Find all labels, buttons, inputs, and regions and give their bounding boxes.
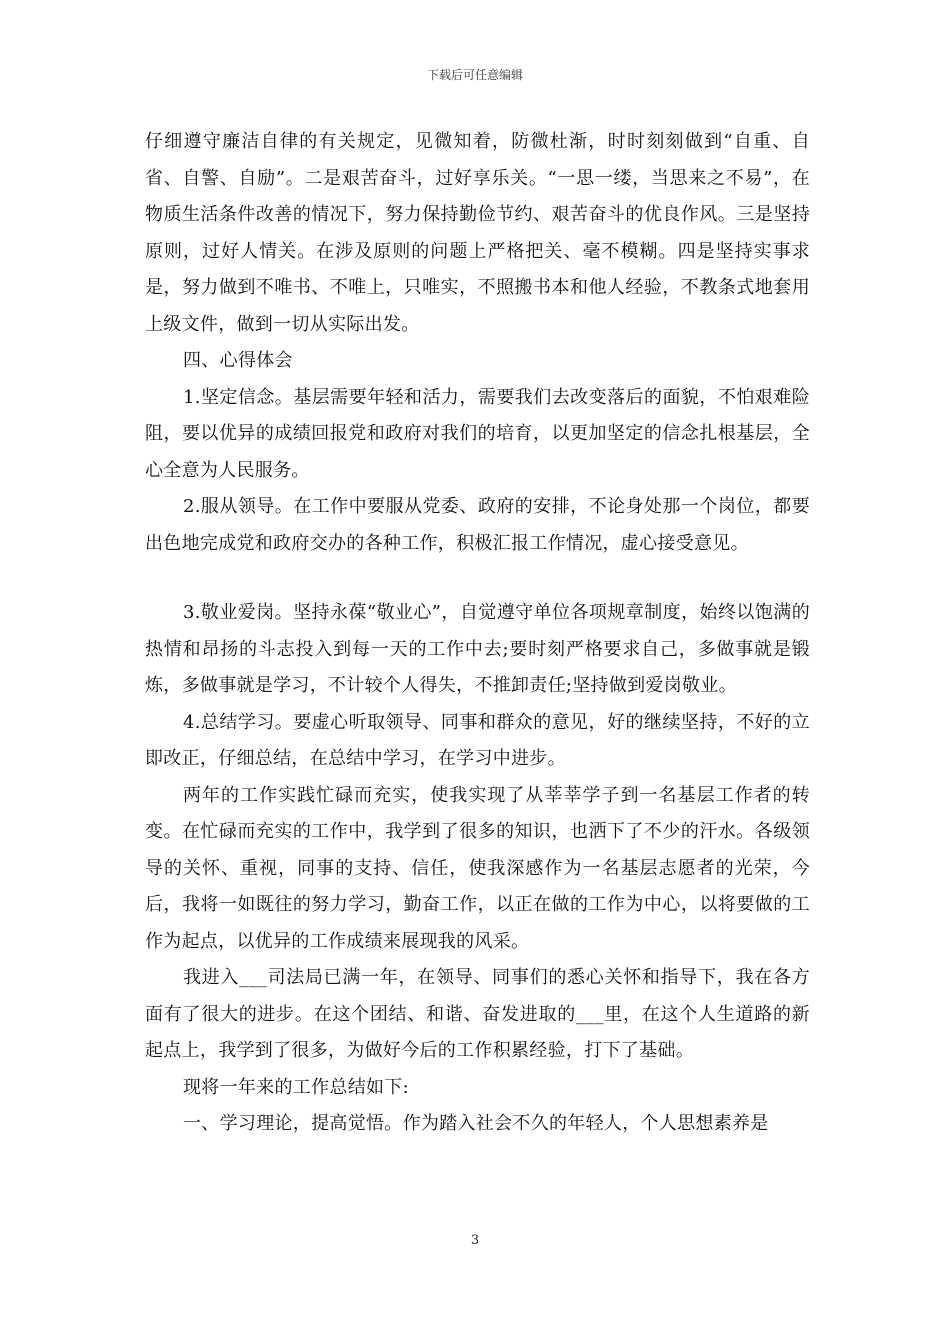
paragraph-firm-belief: 1.坚定信念。基层需要年轻和活力，需要我们去改变落后的面貌，不怕艰难险阻，要以优异的成绩回报党和政府对我们的培育，以更加坚定的信念扎根基层，全心全意为人民服务。 <box>145 386 810 481</box>
blank-line <box>145 562 810 595</box>
page-header-note: 下载后可任意编辑 <box>426 68 523 82</box>
paragraph-integrity-principles: 仔细遵守廉洁自律的有关规定，见微知着，防微杜渐，时时刻刻做到“自重、自省、自警、自励”。二是艰苦奋斗，过好享乐关。“一思一缕，当思来之不易”，在物质生活条件改善的情况下，努力保持勤俭节约、艰苦奋斗的优良作风。三是坚持原则，过好人情关。在涉及原则的问题上严格把关、毫不模糊。四是坚持实事求是，努力做到不唯书、不唯上，只唯实，不照搬书本和他人经验，不教条式地套用上级文件，做到一切从实际出发。 <box>145 131 810 335</box>
paragraph-obey-leadership: 2.服从领导。在工作中要服从党委、政府的安排，不论身处那一个岗位，都要出色地完成党和政府交办的各种工作，积极汇报工作情况，虚心接受意见。 <box>145 496 810 554</box>
paragraph-summary-learning: 4.总结学习。要虚心听取领导、同事和群众的意见，好的继续坚持，不好的立即改正，仔细总结，在总结中学习，在学习中进步。 <box>145 711 810 769</box>
paragraph-joined-bureau: 我进入___司法局已满一年，在领导、同事们的悉心关怀和指导下，我在各方面有了很大的进步。在这个团结、和谐、奋发进取的___里，在这个人生道路的新起点上，我学到了很多，为做好今后的工作积累经验，打下了基础。 <box>145 967 810 1061</box>
paragraph-study-theory: 一、学习理论，提高觉悟。作为踏入社会不久的年轻人，个人思想素养是 <box>183 1113 769 1134</box>
paragraph-summary-intro: 现将一年来的工作总结如下: <box>183 1076 409 1098</box>
paragraph-two-years-reflection: 两年的工作实践忙碌而充实，使我实现了从莘莘学子到一名基层工作者的转变。在忙碌而充实的工作中，我学到了很多的知识，也洒下了不少的汗水。各级领导的关怀、重视，同事的支持、信任，使我深感作为一名基层志愿者的光荣，今后，我将一如既往的努力学习，勤奋工作，以正在做的工作为中心，以将要做的工作为起点，以优异的工作成绩来展现我的风采。 <box>145 784 810 952</box>
document-body <box>145 124 810 1143</box>
page-number: 3 <box>470 1233 480 1248</box>
section-heading-insights: 四、心得体会 <box>183 350 293 371</box>
paragraph-dedication: 3.敬业爱岗。坚持永葆“敬业心”，自觉遵守单位各项规章制度，始终以饱满的热情和昂扬的斗志投入到每一天的工作中去;要时刻严格要求自己，多做事就是锻炼，多做事就是学习，不计较个人得失，不推卸责任;坚持做到爱岗敬业。 <box>145 602 810 696</box>
